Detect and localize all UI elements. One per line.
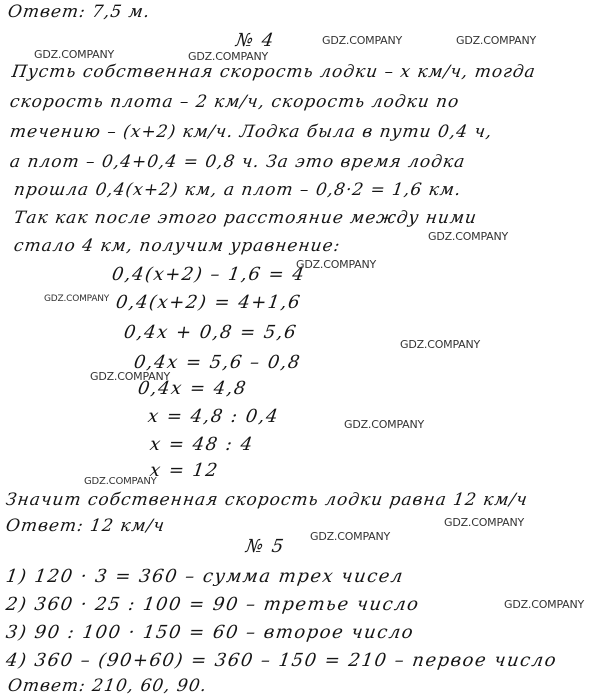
answer-task-5: Ответ: 210, 60, 90. — [6, 676, 209, 696]
watermark: GDZ.COMPANY — [310, 530, 391, 543]
watermark: GDZ.COMPANY — [322, 34, 403, 47]
solution-line: течению – (x+2) км/ч. Лодка была в пути 0,4 ч, — [8, 122, 494, 142]
solution-conclusion: Значит собственная скорость лодки равна 12 км/ч — [4, 490, 530, 510]
solution-line: Так как после этого расстояние между ними — [12, 208, 479, 228]
solution-line: Пусть собственная скорость лодки – x км/ч, тогда — [10, 62, 538, 82]
solution-line: скорость плота – 2 км/ч, скорость лодки по — [8, 92, 461, 112]
equation-step: 0,4(x+2) = 4+1,6 — [114, 292, 303, 313]
watermark: GDZ.COMPANY — [344, 418, 425, 431]
answer-task-4: Ответ: 12 км/ч — [4, 516, 167, 536]
equation-step: 0,4x = 5,6 – 0,8 — [132, 352, 303, 373]
step-line: 3) 90 : 100 · 150 = 60 – второе число — [4, 622, 416, 643]
equation-step: 0,4(x+2) – 1,6 = 4 — [110, 264, 307, 285]
solution-line: стало 4 км, получим уравнение: — [12, 236, 342, 256]
task-number-4: № 4 — [234, 30, 277, 51]
equation-step: 0,4x = 4,8 — [136, 378, 249, 399]
watermark: GDZ.COMPANY — [444, 516, 525, 529]
watermark: GDZ.COMPANY — [44, 294, 110, 304]
solution-line: прошла 0,4(x+2) км, а плот – 0,8·2 = 1,6 км. — [12, 180, 463, 200]
watermark: GDZ.COMPANY — [84, 476, 157, 487]
equation-step: x = 48 : 4 — [148, 434, 256, 455]
watermark: GDZ.COMPANY — [188, 50, 269, 63]
watermark: GDZ.COMPANY — [34, 48, 115, 61]
answer-previous: Ответ: 7,5 м. — [6, 2, 152, 22]
step-line: 4) 360 – (90+60) = 360 – 150 = 210 – первое число — [4, 650, 559, 671]
solution-line: а плот – 0,4+0,4 = 0,8 ч. За это время лодка — [8, 152, 467, 172]
watermark: GDZ.COMPANY — [456, 34, 537, 47]
step-line: 2) 360 · 25 : 100 = 90 – третье число — [4, 594, 421, 615]
watermark: GDZ.COMPANY — [428, 230, 509, 243]
equation-step: x = 4,8 : 0,4 — [146, 406, 281, 427]
equation-step: 0,4x + 0,8 = 5,6 — [122, 322, 299, 343]
watermark: GDZ.COMPANY — [296, 258, 377, 271]
watermark: GDZ.COMPANY — [90, 370, 171, 383]
task-number-5: № 5 — [244, 536, 287, 557]
watermark: GDZ.COMPANY — [400, 338, 481, 351]
step-line: 1) 120 · 3 = 360 – сумма трех чисел — [4, 566, 406, 587]
watermark: GDZ.COMPANY — [504, 598, 585, 611]
equation-step: x = 12 — [148, 460, 221, 481]
